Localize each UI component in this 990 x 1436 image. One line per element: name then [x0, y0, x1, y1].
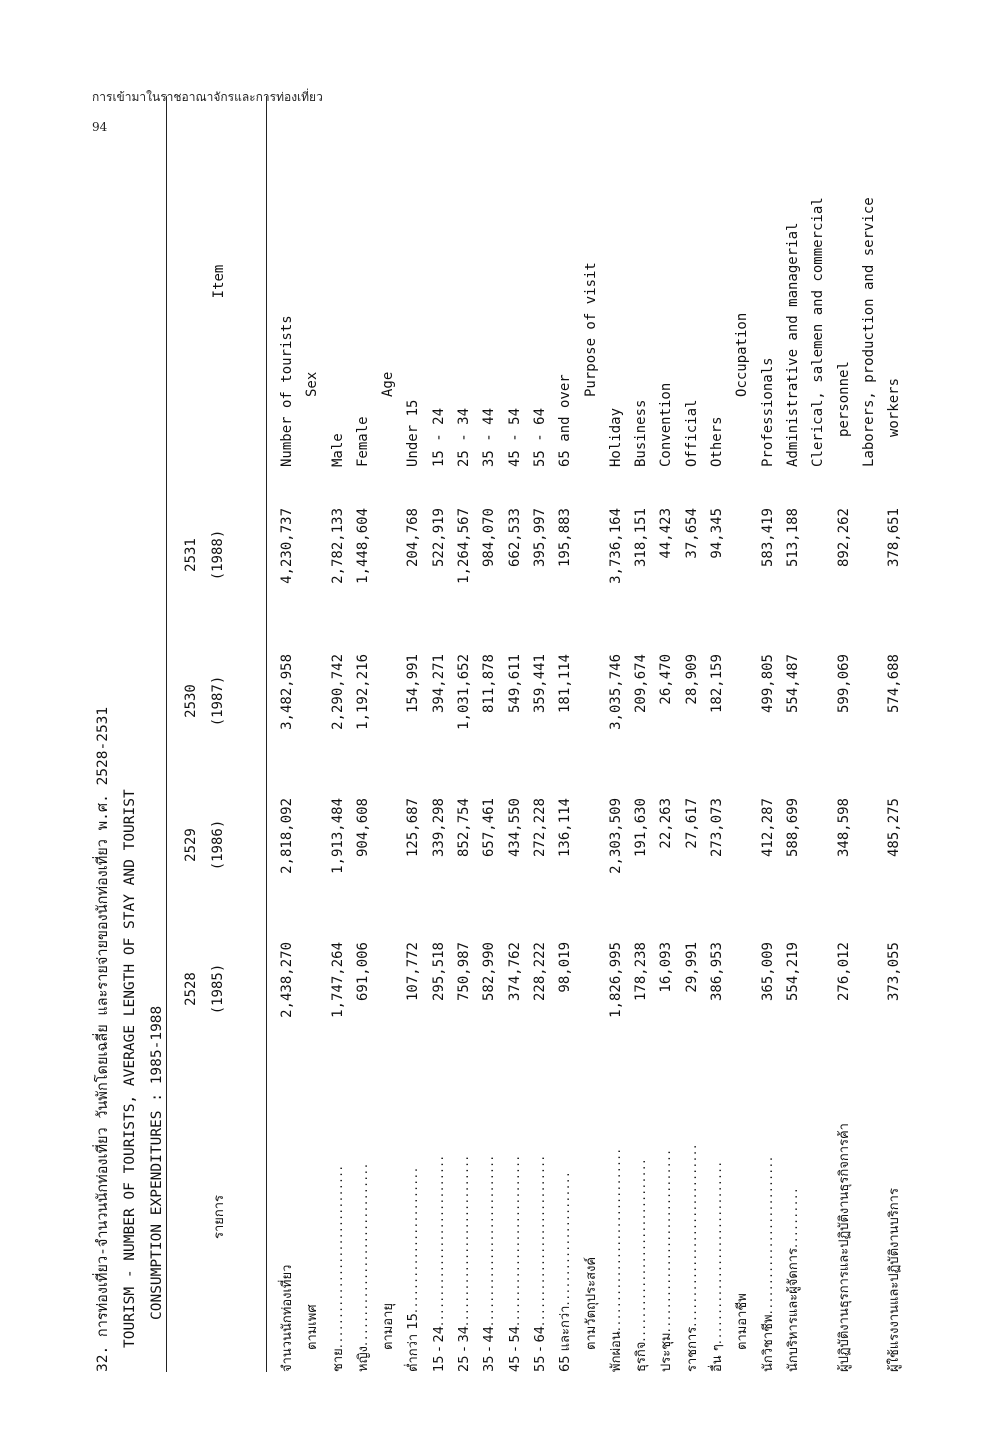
row-label-english: Under 15 — [405, 399, 422, 467]
table-row — [452, 96, 477, 1372]
value-cell-1986: 22,263 — [658, 798, 675, 849]
leader-dots: .............................. — [710, 1160, 726, 1345]
year-ad: (1986) — [210, 819, 226, 871]
row-label-thai-text: ธุรกิจ — [634, 1341, 650, 1372]
value-cell-1985: 16,093 — [658, 942, 675, 993]
row-label-thai-text: 25 - 34 — [457, 1325, 473, 1372]
year-ad: (1987) — [210, 675, 226, 727]
row-label-thai-text: ต่ำกว่า 15 — [406, 1313, 422, 1372]
row-label-thai-text: นักบริหารและผู้จัดการ — [785, 1247, 801, 1372]
value-cell-1987: 359,441 — [531, 654, 548, 714]
row-label-english: 15 - 24 — [430, 407, 447, 467]
year-be: 2530 — [183, 684, 199, 718]
value-cell-1988: 4,230,737 — [279, 508, 295, 584]
value-cell-1987: 1,192,216 — [354, 654, 371, 730]
row-label-thai-text: ตามอายุ — [381, 1302, 397, 1350]
value-cell-1985: 554,219 — [784, 942, 801, 1002]
leader-dots: ............................ — [457, 1154, 473, 1326]
value-cell-1985: 276,012 — [835, 942, 852, 1002]
table-row — [705, 96, 730, 1372]
column-header-1985 — [178, 924, 232, 1054]
value-cell-1986: 588,699 — [784, 798, 801, 858]
table-row — [427, 96, 452, 1372]
leader-dots: .......... — [785, 1186, 801, 1248]
value-cell-1987: 209,674 — [633, 654, 650, 714]
row-label-thai — [781, 1062, 806, 1372]
table-row — [882, 96, 907, 1372]
value-cell-1988: 2,782,133 — [329, 508, 346, 584]
table-row — [806, 96, 831, 1372]
value-cell-1985: 374,762 — [506, 942, 523, 1002]
value-cell-1988: 378,651 — [886, 508, 903, 568]
value-cell-1988: 984,070 — [481, 508, 498, 568]
row-label-english: Administrative and managerial — [784, 222, 801, 467]
row-label-thai — [275, 1062, 300, 1372]
value-cell-1988: 1,448,604 — [354, 508, 371, 584]
value-cell-1985: 228,222 — [531, 942, 548, 1002]
table-row — [730, 96, 755, 1372]
value-cell-1985: 29,991 — [683, 942, 700, 993]
table-row — [528, 96, 553, 1372]
value-cell-1985: 365,009 — [759, 942, 776, 1002]
row-label-thai — [705, 1062, 730, 1372]
value-cell-1987: 3,035,746 — [607, 654, 624, 730]
row-label-english: Official — [683, 399, 700, 467]
value-cell-1988: 3,736,164 — [607, 508, 624, 584]
row-label-thai — [680, 1062, 705, 1372]
row-label-english: Female — [354, 416, 371, 467]
row-label-thai-text: 65 และกว่า — [558, 1305, 574, 1372]
row-label-thai — [503, 1062, 528, 1372]
row-label-english: workers — [886, 377, 903, 437]
table-row — [756, 96, 781, 1372]
value-cell-1985: 1,747,264 — [329, 942, 346, 1018]
row-label-english: Holiday — [607, 407, 624, 467]
value-cell-1986: 273,073 — [709, 798, 726, 858]
table-row — [503, 96, 528, 1372]
row-label-thai-text: 55 - 64 — [532, 1325, 548, 1372]
row-label-thai-text: ผู้ใช้แรงงานและปฏิบัติงานบริการ — [887, 1188, 903, 1372]
row-label-thai-text: อื่น ๆ — [710, 1344, 726, 1372]
top-rule — [166, 96, 167, 1372]
table-title-english-1: TOURISM - NUMBER OF TOURISTS, AVERAGE LENGTH OF STAY AND TOURIST — [122, 789, 138, 1348]
value-cell-1985: 750,987 — [456, 942, 473, 1002]
row-label-english: 25 - 34 — [456, 407, 473, 467]
leader-dots: ........................ — [406, 1165, 422, 1314]
year-be: 2528 — [183, 972, 199, 1006]
value-cell-1987: 26,470 — [658, 654, 675, 705]
value-cell-1986: 852,754 — [456, 798, 473, 858]
value-cell-1986: 2,303,509 — [607, 798, 624, 874]
row-label-thai — [376, 1040, 401, 1372]
table-row — [857, 96, 882, 1372]
table-row — [654, 96, 679, 1372]
table-row — [579, 96, 604, 1372]
leader-dots: ............................ — [532, 1154, 548, 1326]
table-row — [832, 96, 857, 1372]
value-cell-1986: 412,287 — [759, 798, 776, 858]
row-label-english: 65 and over — [557, 374, 574, 467]
row-label-english: Purpose of visit — [582, 262, 599, 397]
row-label-thai-text: ตามอาชีพ — [735, 1293, 751, 1350]
row-label-thai — [401, 1062, 426, 1372]
year-be: 2531 — [183, 538, 199, 572]
table-row — [275, 96, 300, 1372]
value-cell-1988: 395,997 — [531, 508, 548, 568]
value-cell-1985: 2,438,270 — [279, 942, 295, 1018]
table-row — [629, 96, 654, 1372]
value-cell-1988: 318,151 — [633, 508, 650, 568]
row-label-thai — [579, 1040, 604, 1372]
row-label-thai — [756, 1062, 781, 1372]
value-cell-1988: 204,768 — [405, 508, 422, 568]
row-label-thai-text: ตามเพศ — [305, 1304, 321, 1350]
row-label-english: Laborers, production and service — [860, 197, 877, 467]
row-label-thai-text: 35 - 44 — [482, 1325, 498, 1372]
row-label-english: 35 - 44 — [481, 407, 498, 467]
row-label-english: Clerical, salemen and commercial — [810, 197, 827, 467]
value-cell-1988: 662,533 — [506, 508, 523, 568]
value-cell-1987: 499,805 — [759, 654, 776, 714]
table-row — [680, 96, 705, 1372]
value-cell-1986: 2,818,092 — [279, 798, 295, 874]
row-label-english: 55 - 64 — [531, 407, 548, 467]
value-cell-1986: 125,687 — [405, 798, 422, 858]
row-label-english: Others — [709, 416, 726, 467]
row-label-thai-text: ผู้ปฏิบัติงานธุรการและปฏิบัติงานธุรกิจการค้า — [836, 1123, 852, 1372]
header-rule — [266, 96, 267, 1372]
table-row — [376, 96, 401, 1372]
row-label-thai — [832, 1062, 857, 1372]
leader-dots: .............................. — [608, 1147, 624, 1332]
table-body — [275, 96, 907, 1372]
leader-dots: .............................. — [634, 1157, 650, 1342]
running-header: การเข้ามาในราชอาณาจักรและการท่องเที่ยว — [92, 90, 323, 104]
leader-dots: .......................... — [760, 1154, 776, 1315]
value-cell-1987: 574,688 — [886, 654, 903, 714]
row-label-english: Convention — [658, 382, 675, 467]
row-label-thai — [629, 1062, 654, 1372]
row-label-thai-text: ตามวัตถุประสงค์ — [583, 1256, 599, 1350]
row-label-thai-text: นักวิชาชีพ — [760, 1314, 776, 1372]
row-label-english: personnel — [835, 361, 852, 437]
value-cell-1986: 485,275 — [886, 798, 903, 858]
value-cell-1987: 2,290,742 — [329, 654, 346, 730]
row-label-thai-text: ชาย — [330, 1348, 346, 1372]
row-label-english: Age — [380, 371, 397, 397]
leader-dots: .............................. — [659, 1148, 675, 1333]
row-label-thai — [654, 1062, 679, 1372]
value-cell-1985: 373,055 — [886, 942, 903, 1002]
table-row — [477, 96, 502, 1372]
value-cell-1988: 892,262 — [835, 508, 852, 568]
row-label-thai — [553, 1062, 578, 1372]
column-header-1986 — [178, 780, 232, 910]
row-label-thai — [326, 1062, 351, 1372]
value-cell-1988: 1,264,567 — [456, 508, 473, 584]
table-row — [401, 96, 426, 1372]
value-cell-1988: 522,919 — [430, 508, 447, 568]
value-cell-1985: 98,019 — [557, 942, 574, 993]
row-label-thai-text: 15 - 24 — [431, 1325, 447, 1372]
row-label-thai — [528, 1062, 553, 1372]
leader-dots: .............................. — [330, 1164, 346, 1349]
row-label-thai — [477, 1062, 502, 1372]
value-cell-1985: 691,006 — [354, 942, 371, 1002]
row-label-thai — [351, 1062, 376, 1372]
value-cell-1987: 182,159 — [709, 654, 726, 714]
value-cell-1985: 582,990 — [481, 942, 498, 1002]
value-cell-1988: 37,654 — [683, 508, 700, 559]
year-ad: (1988) — [210, 529, 226, 581]
value-cell-1987: 549,611 — [506, 654, 523, 714]
value-cell-1987: 599,069 — [835, 654, 852, 714]
value-cell-1986: 339,298 — [430, 798, 447, 858]
value-cell-1988: 583,419 — [759, 508, 776, 568]
value-cell-1985: 1,826,995 — [607, 942, 624, 1018]
table-row — [553, 96, 578, 1372]
row-label-english: 45 - 54 — [506, 407, 523, 467]
table-row — [326, 96, 351, 1372]
value-cell-1986: 27,617 — [683, 798, 700, 849]
row-label-english: Male — [329, 433, 346, 467]
table-row — [300, 96, 325, 1372]
column-header-1988 — [178, 490, 232, 620]
value-cell-1986: 657,461 — [481, 798, 498, 858]
value-cell-1987: 1,031,652 — [456, 654, 473, 730]
table-row — [351, 96, 376, 1372]
value-cell-1987: 3,482,958 — [279, 654, 295, 730]
year-be: 2529 — [183, 828, 199, 862]
row-label-thai-text: ประชุม — [659, 1332, 675, 1372]
row-label-thai-text: 45 - 54 — [507, 1325, 523, 1372]
value-cell-1988: 513,188 — [784, 508, 801, 568]
value-cell-1988: 195,883 — [557, 508, 574, 568]
value-cell-1986: 1,913,484 — [329, 798, 346, 874]
value-cell-1987: 154,991 — [405, 654, 422, 714]
row-label-thai — [452, 1062, 477, 1372]
page-number: 94 — [92, 120, 108, 134]
value-cell-1986: 434,550 — [506, 798, 523, 858]
row-label-thai — [730, 1040, 755, 1372]
value-cell-1987: 811,878 — [481, 654, 498, 714]
value-cell-1985: 386,953 — [709, 942, 726, 1002]
value-cell-1986: 272,228 — [531, 798, 548, 858]
row-label-thai-text: จำนวนนักท่องเที่ยว — [280, 1264, 295, 1372]
value-cell-1986: 348,598 — [835, 798, 852, 858]
table-title — [90, 96, 171, 1372]
table-title-english-2: CONSUMPTION EXPENDITURES : 1985-1988 — [149, 1005, 165, 1320]
row-label-thai — [604, 1062, 629, 1372]
value-cell-1985: 295,518 — [430, 942, 447, 1002]
leader-dots: ............................ — [431, 1154, 447, 1326]
value-cell-1987: 554,487 — [784, 654, 801, 714]
value-cell-1987: 181,114 — [557, 654, 574, 714]
row-label-thai — [427, 1062, 452, 1372]
row-label-english: Number of tourists — [279, 315, 295, 467]
row-label-english: Professionals — [759, 357, 776, 467]
table-row — [604, 96, 629, 1372]
row-label-thai-text: พักผ่อน — [608, 1331, 624, 1372]
table-row — [781, 96, 806, 1372]
column-header-item-english: Item — [211, 264, 227, 299]
year-ad: (1985) — [210, 963, 226, 1015]
row-label-thai — [882, 1062, 907, 1372]
value-cell-1986: 136,114 — [557, 798, 574, 858]
value-cell-1987: 28,909 — [683, 654, 700, 705]
leader-dots: .............................. — [355, 1162, 371, 1346]
value-cell-1986: 191,630 — [633, 798, 650, 858]
row-label-thai — [300, 1040, 325, 1372]
row-label-english: Business — [633, 399, 650, 467]
row-label-thai-text: ราชการ — [684, 1326, 700, 1372]
row-label-english: Occupation — [734, 312, 751, 397]
value-cell-1985: 107,772 — [405, 942, 422, 1002]
value-cell-1985: 178,238 — [633, 942, 650, 1002]
column-header-1987 — [178, 636, 232, 766]
row-label-thai-text: หญิง — [355, 1346, 371, 1372]
column-header-item-thai: รายการ — [212, 1194, 227, 1240]
rotated-table-page — [86, 96, 903, 1372]
leader-dots: ............................ — [482, 1154, 498, 1326]
leader-dots: .............................. — [684, 1142, 700, 1327]
value-cell-1988: 44,423 — [658, 508, 675, 559]
value-cell-1986: 904,608 — [354, 798, 371, 858]
table-title-thai: 32. การท่องเที่ยว-จำนวนนักท่องเที่ยว วันพักโดยเฉลี่ย และรายจ่ายของนักท่องเที่ยว พ.ศ. 2528-2531 — [95, 706, 111, 1372]
row-label-english: Sex — [304, 371, 321, 397]
value-cell-1987: 394,271 — [430, 654, 447, 714]
leader-dots: ............................ — [507, 1154, 523, 1326]
leader-dots: ...................... — [558, 1170, 574, 1306]
value-cell-1988: 94,345 — [709, 508, 726, 559]
